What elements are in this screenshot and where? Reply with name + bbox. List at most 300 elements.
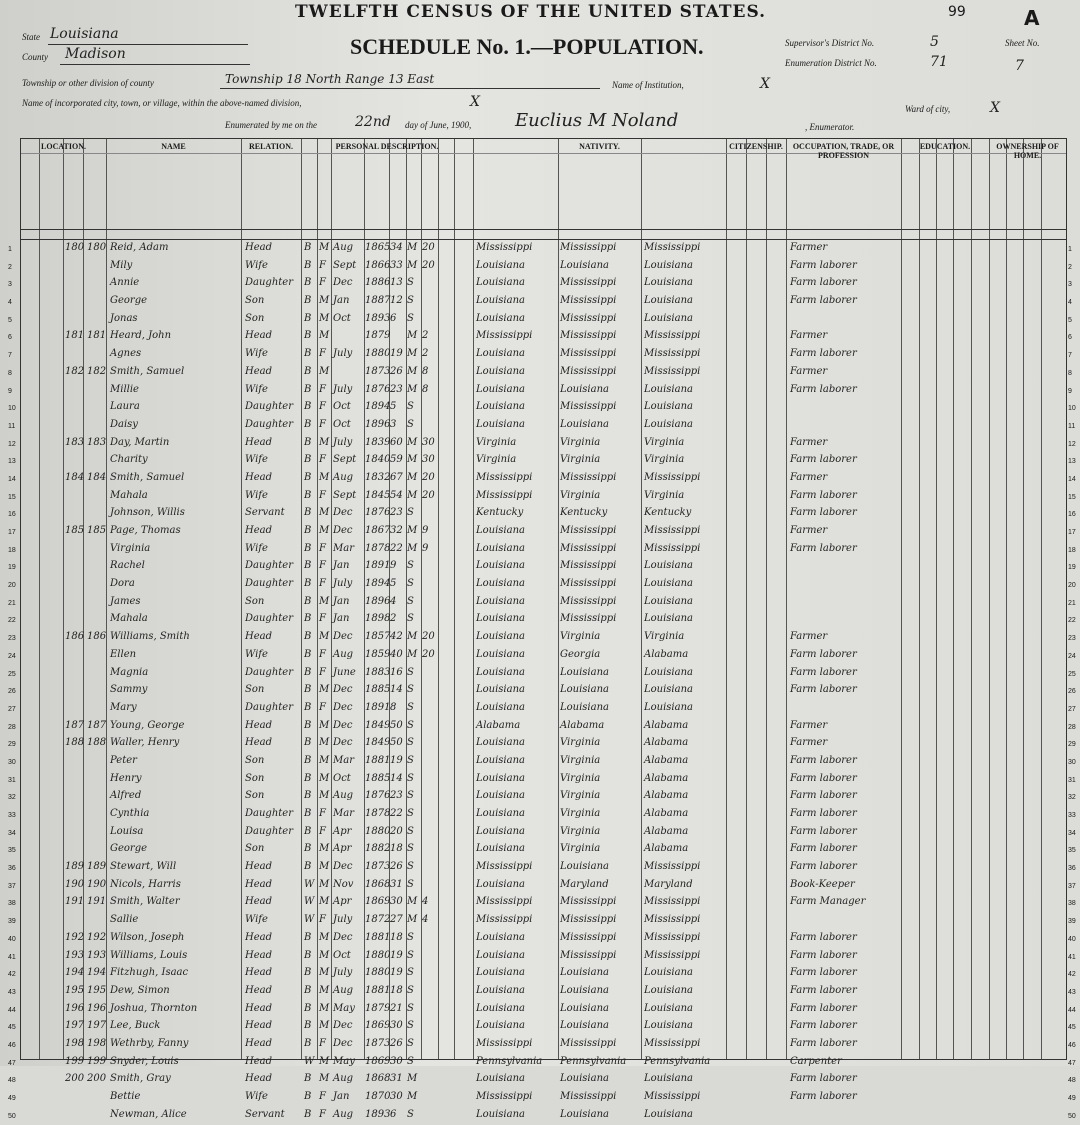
- census-title: TWELFTH CENSUS OF THE UNITED STATES.: [295, 2, 767, 22]
- mother-birthplace: Louisiana: [644, 1020, 693, 1032]
- marital-status: M: [407, 1091, 418, 1102]
- birthplace: Louisiana: [476, 754, 525, 766]
- table-row: [8, 666, 1076, 684]
- occupation: Farm laborer: [790, 1091, 857, 1102]
- birthplace: Louisiana: [476, 295, 525, 307]
- city-label: Name of incorporated city, town, or village, within the above-named division,: [22, 98, 302, 108]
- table-row: [8, 630, 1076, 648]
- birthplace: Louisiana: [476, 701, 525, 713]
- dwelling-number: 189: [65, 861, 85, 873]
- relation: Head: [245, 967, 273, 979]
- age: 23: [390, 383, 403, 395]
- birth-year: 1893: [365, 312, 391, 324]
- table-row: [8, 506, 1076, 524]
- line-number: 24: [8, 652, 16, 660]
- line-number: 37: [8, 882, 16, 890]
- birthplace: Louisiana: [476, 365, 525, 377]
- line-number: 36: [1068, 865, 1076, 873]
- birth-year: 1879: [365, 330, 391, 342]
- color: B: [304, 967, 312, 979]
- birthplace: Louisiana: [476, 772, 525, 784]
- table-row: [8, 1108, 1076, 1125]
- ward-label: Ward of city,: [905, 104, 951, 114]
- birth-month: July: [333, 578, 353, 590]
- birthplace: Louisiana: [476, 666, 525, 678]
- census-rows: [8, 241, 1076, 1125]
- birth-month: Aug: [333, 242, 354, 253]
- relation: Head: [245, 719, 273, 731]
- table-row: [8, 595, 1076, 613]
- line-number: 23: [8, 635, 16, 643]
- color: B: [304, 595, 312, 607]
- family-number: 180: [87, 242, 107, 253]
- father-birthplace: Louisiana: [560, 666, 609, 678]
- relation: Daughter: [245, 666, 293, 678]
- birthplace: Mississippi: [476, 330, 533, 342]
- father-birthplace: Mississippi: [560, 295, 617, 307]
- person-name: George: [110, 295, 148, 307]
- marital-status: S: [407, 878, 414, 890]
- sex: M: [319, 754, 330, 766]
- birth-year: 1876: [365, 383, 391, 395]
- line-number: 28: [1068, 723, 1076, 731]
- line-number: 29: [8, 741, 16, 749]
- family-number: 181: [87, 330, 107, 342]
- age: 30: [390, 1055, 403, 1067]
- father-birthplace: Mississippi: [560, 330, 617, 342]
- line-number: 40: [1068, 935, 1076, 943]
- sex: M: [319, 772, 330, 784]
- age: 31: [390, 1073, 403, 1085]
- birthplace: Louisiana: [476, 259, 525, 271]
- relation: Daughter: [245, 560, 293, 572]
- birth-month: Dec: [333, 931, 353, 943]
- color: B: [304, 1002, 312, 1014]
- line-number: 1: [1068, 246, 1072, 253]
- birth-year: 1885: [365, 772, 391, 784]
- age: 26: [390, 365, 403, 377]
- family-number: 197: [87, 1020, 107, 1032]
- mother-birthplace: Alabama: [644, 825, 689, 837]
- marital-status: M: [407, 648, 418, 660]
- group-ownership: OWNERSHIP OF HOME.: [996, 142, 1059, 160]
- line-number: 39: [8, 918, 16, 926]
- age: 18: [390, 931, 403, 943]
- group-relation: RELATION.: [248, 142, 294, 151]
- birth-year: 1883: [365, 666, 391, 678]
- father-birthplace: Virginia: [560, 489, 601, 501]
- line-number: 33: [1068, 812, 1076, 819]
- person-name: Waller, Henry: [110, 737, 180, 749]
- birth-year: 1891: [365, 560, 391, 572]
- person-name: Williams, Smith: [110, 631, 190, 643]
- line-number: 31: [1068, 776, 1076, 784]
- person-name: Stewart, Will: [110, 861, 177, 873]
- relation: Son: [245, 595, 265, 607]
- birthplace: Louisiana: [476, 631, 525, 643]
- occupation: Farm laborer: [790, 861, 857, 873]
- marital-status: S: [407, 949, 414, 961]
- table-row: [8, 612, 1076, 630]
- relation: Head: [245, 1002, 273, 1014]
- relation: Head: [245, 330, 273, 342]
- color: B: [304, 312, 312, 324]
- line-number: 32: [8, 794, 16, 802]
- line-number: 35: [1068, 847, 1076, 855]
- color: B: [304, 631, 312, 643]
- dwelling-number: 192: [65, 931, 85, 943]
- marital-status: S: [407, 1020, 414, 1032]
- color: B: [304, 471, 312, 483]
- color: B: [304, 843, 312, 855]
- occupation: Farm laborer: [790, 790, 857, 802]
- line-number: 45: [1068, 1024, 1076, 1032]
- table-row: [8, 365, 1072, 383]
- family-number: 194: [87, 967, 107, 979]
- marital-status: S: [407, 666, 414, 678]
- years-married: 4: [422, 914, 429, 926]
- dwelling-number: 188: [65, 737, 85, 749]
- color: B: [304, 525, 312, 536]
- sex: F: [319, 401, 326, 413]
- mother-birthplace: Louisiana: [644, 701, 693, 713]
- father-birthplace: Louisiana: [560, 1002, 609, 1014]
- birth-month: Apr: [333, 843, 352, 855]
- sex: M: [319, 931, 330, 943]
- sex: F: [319, 489, 326, 501]
- table-row: [8, 736, 1076, 754]
- relation: Daughter: [245, 578, 293, 590]
- age: 5: [390, 401, 397, 413]
- marital-status: S: [407, 719, 414, 731]
- line-number: 17: [1068, 529, 1076, 536]
- father-birthplace: Mississippi: [560, 401, 617, 413]
- sex: M: [319, 631, 330, 643]
- birth-month: Aug: [333, 984, 354, 996]
- birthplace: Alabama: [476, 719, 521, 731]
- marital-status: S: [407, 613, 414, 625]
- marital-status: M: [407, 259, 418, 271]
- line-number: 44: [8, 1006, 16, 1014]
- birthplace: Louisiana: [476, 984, 525, 996]
- occupation: Farm laborer: [790, 666, 857, 678]
- line-number: 43: [8, 988, 16, 996]
- birth-year: 1867: [365, 525, 391, 536]
- marital-status: S: [407, 295, 414, 307]
- mother-birthplace: Mississippi: [644, 896, 701, 908]
- occupation: Farm laborer: [790, 348, 857, 360]
- marital-status: S: [407, 861, 414, 873]
- family-number: 191: [87, 896, 107, 908]
- marital-status: S: [407, 401, 414, 413]
- dwelling-number: 200: [65, 1073, 85, 1085]
- father-birthplace: Mississippi: [560, 471, 617, 483]
- birth-year: 1879: [365, 1002, 391, 1014]
- birthplace: Mississippi: [476, 1091, 533, 1102]
- relation: Head: [245, 631, 273, 643]
- township-value: Township 18 North Range 13 East: [225, 72, 435, 86]
- age: 16: [390, 666, 403, 678]
- mother-birthplace: Louisiana: [644, 984, 693, 996]
- relation: Head: [245, 242, 273, 253]
- birth-month: June: [333, 666, 356, 678]
- sex: M: [319, 507, 330, 519]
- line-number: 3: [1068, 281, 1072, 289]
- color: B: [304, 666, 312, 678]
- table-row: [8, 931, 1076, 949]
- family-number: 198: [87, 1037, 107, 1049]
- person-name: Jonas: [110, 312, 138, 324]
- relation: Wife: [245, 454, 268, 466]
- birth-year: 1859: [365, 648, 391, 660]
- county-value: Madison: [65, 46, 126, 62]
- color: W: [304, 896, 315, 908]
- family-number: 195: [87, 984, 107, 996]
- father-birthplace: Mississippi: [560, 525, 617, 536]
- schedule-title: SCHEDULE No. 1.—POPULATION.: [350, 34, 704, 59]
- line-number: 47: [8, 1059, 16, 1067]
- birthplace: Louisiana: [476, 1108, 525, 1120]
- group-citizenship: CITIZENSHIP.: [729, 142, 783, 151]
- table-row: [8, 471, 1076, 489]
- birthplace: Louisiana: [476, 790, 525, 802]
- occupation: Farm laborer: [790, 277, 857, 289]
- mother-birthplace: Louisiana: [644, 666, 693, 678]
- line-number: 16: [8, 511, 16, 519]
- birth-year: 1887: [365, 295, 391, 307]
- birthplace: Louisiana: [476, 595, 525, 607]
- line-number: 19: [8, 564, 16, 572]
- relation: Head: [245, 1073, 273, 1085]
- color: B: [304, 348, 312, 360]
- line-number: 33: [8, 812, 16, 819]
- mother-birthplace: Louisiana: [644, 295, 693, 307]
- dwelling-number: 180: [65, 242, 85, 253]
- color: B: [304, 330, 312, 342]
- birth-year: 1880: [365, 967, 391, 979]
- father-birthplace: Virginia: [560, 808, 601, 819]
- birth-month: Jan: [333, 295, 350, 307]
- person-name: Cynthia: [110, 808, 150, 819]
- sheet-letter: A: [1024, 6, 1040, 30]
- table-row: [8, 966, 1076, 984]
- years-married: 30: [422, 436, 435, 448]
- color: B: [304, 259, 312, 271]
- table-row: [8, 259, 1072, 277]
- relation: Wife: [245, 542, 268, 554]
- birth-month: Oct: [333, 418, 351, 430]
- person-name: Sammy: [110, 684, 148, 696]
- occupation: Farm Manager: [790, 896, 866, 908]
- line-number: 5: [1068, 316, 1072, 324]
- marital-status: S: [407, 808, 414, 819]
- father-birthplace: Mississippi: [560, 931, 617, 943]
- sex: F: [319, 914, 326, 926]
- color: B: [304, 613, 312, 625]
- table-row: [8, 719, 1076, 737]
- marital-status: S: [407, 772, 414, 784]
- dwelling-number: 194: [65, 967, 85, 979]
- line-number: 30: [1068, 758, 1076, 766]
- color: B: [304, 277, 312, 289]
- person-name: Ellen: [110, 648, 137, 660]
- mother-birthplace: Mississippi: [644, 471, 701, 483]
- table-row: [8, 1072, 1076, 1090]
- mother-birthplace: Virginia: [644, 631, 685, 643]
- age: 50: [390, 737, 403, 749]
- line-number: 30: [8, 758, 16, 766]
- relation: Head: [245, 737, 273, 749]
- birth-month: Jan: [333, 560, 350, 572]
- person-name: Fitzhugh, Isaac: [110, 967, 189, 979]
- years-married: 20: [422, 242, 435, 253]
- person-name: Day, Martin: [110, 436, 170, 448]
- birth-year: 1876: [365, 507, 391, 519]
- color: B: [304, 542, 312, 554]
- age: 14: [390, 684, 403, 696]
- color: B: [304, 719, 312, 731]
- person-name: Heard, John: [110, 330, 172, 342]
- father-birthplace: Louisiana: [560, 1108, 609, 1120]
- mother-birthplace: Alabama: [644, 790, 689, 802]
- enum-month-year: day of June, 1900,: [405, 120, 472, 130]
- line-number: 35: [8, 847, 16, 855]
- group-nativity: NATIVITY.: [579, 142, 620, 151]
- table-row: [8, 383, 1072, 401]
- birth-month: Apr: [333, 825, 352, 837]
- birth-year: 1876: [365, 790, 391, 802]
- birth-month: Mar: [333, 754, 354, 766]
- relation: Servant: [245, 1108, 285, 1120]
- birthplace: Mississippi: [476, 471, 533, 483]
- relation: Head: [245, 931, 273, 943]
- sex: M: [319, 790, 330, 802]
- city-value: X: [470, 94, 480, 110]
- line-number: 2: [8, 263, 12, 271]
- father-birthplace: Virginia: [560, 631, 601, 643]
- line-number: 11: [8, 422, 16, 430]
- enum-day: 22nd: [355, 114, 391, 130]
- occupation: Farm laborer: [790, 684, 857, 696]
- father-birthplace: Pennsylvania: [560, 1055, 627, 1067]
- occupation: Farm laborer: [790, 772, 857, 784]
- birth-month: May: [333, 1055, 355, 1067]
- relation: Head: [245, 471, 273, 483]
- father-birthplace: Louisiana: [560, 418, 609, 430]
- marital-status: M: [407, 914, 418, 926]
- marital-status: M: [407, 454, 418, 466]
- person-name: Annie: [110, 277, 140, 289]
- color: B: [304, 242, 312, 253]
- birth-year: 1896: [365, 418, 391, 430]
- relation: Daughter: [245, 613, 293, 625]
- occupation: Farmer: [790, 330, 828, 342]
- age: 9: [390, 560, 397, 572]
- table-row: [8, 842, 1076, 860]
- birth-month: Dec: [333, 861, 353, 873]
- age: 32: [390, 525, 403, 536]
- dwelling-number: 182: [65, 365, 85, 377]
- mother-birthplace: Kentucky: [644, 507, 692, 519]
- father-birthplace: Louisiana: [560, 984, 609, 996]
- birth-year: 1873: [365, 365, 391, 377]
- line-number: 11: [1068, 422, 1076, 430]
- father-birthplace: Mississippi: [560, 348, 617, 360]
- age: 33: [390, 259, 403, 271]
- relation: Son: [245, 790, 265, 802]
- dwelling-number: 187: [65, 719, 85, 731]
- line-number: 46: [8, 1041, 16, 1049]
- birth-year: 1898: [365, 613, 391, 625]
- line-number: 29: [1068, 741, 1076, 749]
- line-number: 26: [8, 688, 16, 696]
- enumerated-label: Enumerated by me on the: [225, 120, 317, 130]
- table-row: [8, 1090, 1076, 1108]
- father-birthplace: Louisiana: [560, 701, 609, 713]
- table-row: [8, 772, 1076, 790]
- occupation: Farm laborer: [790, 967, 857, 979]
- mother-birthplace: Louisiana: [644, 1108, 693, 1120]
- mother-birthplace: Louisiana: [644, 595, 693, 607]
- institution-label: Name of Institution,: [612, 80, 684, 90]
- person-name: Daisy: [110, 418, 138, 430]
- marital-status: S: [407, 754, 414, 766]
- sex: M: [319, 595, 330, 607]
- color: B: [304, 984, 312, 996]
- mother-birthplace: Louisiana: [644, 383, 693, 395]
- occupation: Farm laborer: [790, 1002, 857, 1014]
- birth-month: Dec: [333, 507, 353, 519]
- birthplace: Mississippi: [476, 242, 533, 253]
- line-number: 22: [1068, 617, 1076, 625]
- table-row: [8, 312, 1072, 330]
- sex: M: [319, 737, 330, 749]
- mother-birthplace: Mississippi: [644, 365, 701, 377]
- dwelling-number: 191: [65, 896, 85, 908]
- father-birthplace: Louisiana: [560, 1073, 609, 1085]
- line-number: 40: [8, 935, 16, 943]
- birth-year: 1870: [365, 1091, 391, 1102]
- birth-month: July: [333, 383, 353, 395]
- color: B: [304, 808, 312, 819]
- birth-month: Dec: [333, 1037, 353, 1049]
- sex: F: [319, 1037, 326, 1049]
- mother-birthplace: Pennsylvania: [644, 1055, 711, 1067]
- age: 22: [390, 808, 403, 819]
- dwelling-number: 183: [65, 436, 85, 448]
- line-number: 19: [1068, 564, 1076, 572]
- birthplace: Mississippi: [476, 1037, 533, 1049]
- marital-status: S: [407, 1108, 414, 1120]
- sex: F: [319, 648, 326, 660]
- age: 21: [390, 1002, 403, 1014]
- person-name: Millie: [110, 383, 139, 395]
- enum-district-label: Enumeration District No.: [785, 58, 877, 68]
- color: B: [304, 949, 312, 961]
- birth-year: 1866: [365, 259, 391, 271]
- line-number: 20: [1068, 582, 1076, 590]
- color: B: [304, 1020, 312, 1032]
- mother-birthplace: Virginia: [644, 489, 685, 501]
- age: 23: [390, 790, 403, 802]
- birth-month: Apr: [333, 896, 352, 908]
- enum-district-value: 71: [930, 54, 948, 70]
- father-birthplace: Mississippi: [560, 312, 617, 324]
- line-number: 18: [8, 546, 16, 554]
- father-birthplace: Mississippi: [560, 1037, 617, 1049]
- birth-month: Aug: [333, 790, 354, 802]
- age: 19: [390, 949, 403, 961]
